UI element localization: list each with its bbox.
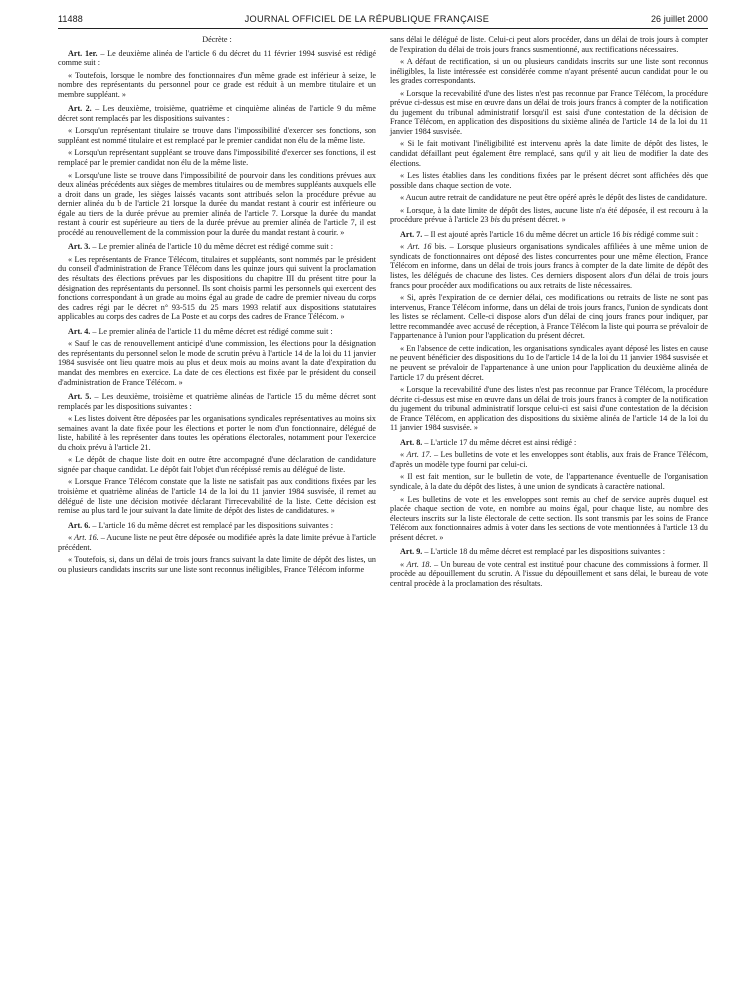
article-label: Art. 7.: [400, 229, 423, 239]
page-header: [58, 14, 708, 29]
article-label: Art. 3.: [68, 242, 91, 252]
paragraph: « Les représentants de France Télécom, titulaires et suppléants, sont nommés par le président du conseil d'administration de France Télécom dans les quinze jours qui suivent la proclamation des résultats des élections prévues par les dispositions du chapitre III du présent titre pour la désignation des représentants du personnel. Ils sont choisis parmi les personnels qui exercent des fonctions correspondant à un grade au moins égal au grade de cadre de premier niveau du corps des cadres régi par le décret n° 93-515 du 25 mars 1993 relatif aux dispositions statutaires applicables au corps des cadres de La Poste et au corps des cadres de France Télécom. »: [58, 254, 376, 322]
quote-text: du présent décret. »: [499, 215, 566, 225]
article-text: – Le premier alinéa de l'article 11 du même décret est rédigé comme suit :: [90, 326, 333, 336]
article-text: – L'article 18 du même décret est remplacé par les dispositions suivantes :: [422, 547, 666, 557]
article-label: Art. 9.: [400, 547, 423, 557]
quoted-article-label: Art. 17.: [406, 450, 432, 460]
paragraph: [390, 560, 708, 589]
quote-open: «: [400, 242, 408, 252]
article-8: [390, 438, 708, 448]
paragraph: « Aucun autre retrait de candidature ne peut être opéré après le dépôt des listes de candidature.: [400, 193, 708, 203]
paragraph: « Lorsque France Télécom constate que la liste ne satisfait pas aux conditions fixées par les troisième et quatrième alinéas de l'article 14 de la loi du 11 janvier 1984 susvisée, il remet au délégué de liste une décision motivée déclarant l'irrecevabilité de la liste. Cette décision est remise au plus tard le jour suivant la date limite de dépôt des listes de candidatures. »: [58, 477, 376, 516]
article-9: [390, 547, 708, 557]
paragraph: « Sauf le cas de renouvellement anticipé d'une commission, les élections pour la désignation des représentants du personnel selon le mode de scrutin prévu à l'article 14 de la loi du 11 janvier 1984 susvisée ont lieu quatre mois au plus et deux mois au moins avant la date d'expiration du mandat des membres en exercice. La date de ces élections est fixée par le président du conseil d'administration de France Télécom. »: [58, 339, 376, 387]
quote-text: « Lorsque, à la date limite de dépôt des listes, aucune liste n'a été déposée, il est recouru à la procédure prévue à l'article 23: [390, 205, 708, 225]
paragraph: « Les listes doivent être déposées par les organisations syndicales représentatives au moins six semaines avant la date fixée pour les élections et porter le nom d'un fonctionnaire, délégué de liste, habilité à les représenter dans toutes les opérations électorales, notamment pour l'exercice du choix prévu à l'article 21.: [58, 414, 376, 452]
quote-text: – Un bureau de vote central est institué pour chacune des commissions à former. Il procède au dépouillement du scrutin. A l'issue du dépouillement et sans délai, le bureau de vote central procède à la proclamation des résultats.: [390, 559, 708, 588]
paragraph: « Le dépôt de chaque liste doit en outre être accompagné d'une déclaration de candidature signée par chaque candidat. Le dépôt fait l'objet d'un récépissé remis au délégué de liste.: [58, 455, 376, 474]
article-text: – Le deuxième alinéa de l'article 6 du décret du 11 février 1994 susvisé est rédigé comme suit :: [58, 48, 376, 68]
paragraph: « Il est fait mention, sur le bulletin de vote, de l'appartenance éventuelle de l'organisation syndicale, à la date du dépôt des listes, à une union de syndicats à caractère national.: [390, 472, 708, 491]
article-text: – Les deuxième, troisième, quatrième et cinquième alinéas de l'article 9 du même décret sont remplacés par les dispositions suivantes :: [58, 104, 376, 123]
right-column: [390, 35, 708, 591]
quote-text: – Lorsque plusieurs organisations syndicales affiliées à une même union de syndicats de fonctionnaires ont déposé des listes concurrentes pour une même élection, France Télécom en informe, dans un délai de trois jours francs à compter de la date limite de dépôt des listes, les délégués de chacune des listes. Ces derniers disposent alors d'un délai de trois jours francs pour procéder aux modifications ou aux retraits de liste nécessaires.: [390, 242, 709, 290]
paragraph: [390, 450, 708, 469]
paragraph: « Toutefois, lorsque le nombre des fonctionnaires d'un même grade est inférieur à seize, le nombre des représentants du personnel pour ce grade est réduit à un membre titulaire et un membre suppléant. »: [58, 70, 376, 99]
article-1: [58, 49, 376, 68]
bis-suffix: bis: [622, 229, 632, 239]
article-label: Art. 5.: [68, 392, 92, 402]
paragraph: [58, 533, 376, 552]
bis-suffix: bis.: [431, 242, 447, 252]
decrete-heading: Décrète :: [202, 35, 232, 44]
quote-open: «: [68, 533, 75, 543]
article-text: – Le premier alinéa de l'article 10 du même décret est rédigé comme suit :: [90, 242, 333, 252]
paragraph: « Lorsque la recevabilité d'une des listes n'est pas reconnue par France Télécom, la procédure décrite ci-dessus est mise en œuvre dans un délai de trois jours francs à compter de la notification du jugement du tribunal administratif lorsque celui-ci est saisi d'une contestation de la décision de France Télécom, en application des dispositions du sixième alinéa de l'article 14 de la loi du 11 janvier 1984 susvisée. »: [390, 385, 708, 433]
article-4: [58, 327, 376, 337]
article-label: Art. 2.: [68, 104, 92, 114]
quote-open: «: [400, 559, 407, 569]
article-5: [58, 392, 376, 411]
issue-date: 26 juillet 2000: [650, 14, 708, 24]
article-label: Art. 4.: [68, 326, 91, 336]
article-text: – L'article 16 du même décret est remplacé par les dispositions suivantes :: [90, 520, 334, 530]
paragraph: « Toutefois, si, dans un délai de trois jours francs suivant la date limite de dépôt des listes, un ou plusieurs candidats inscrits sur une liste sont reconnus inéligibles, France Télécom informe: [58, 555, 376, 574]
paragraph: « Si, après l'expiration de ce dernier délai, ces modifications ou retraits de liste ne sont pas intervenus, France Télécom informe, dans un délai de trois jours francs, l'union de syndicats dont les listes se réclament. Celle-ci dispose alors d'un délai de cinq jours francs pour indiquer, par lettre recommandée avec accusé de réception, à France Télécom la liste qui pourra se prévaloir de l'appartenance à l'union pour l'application du présent décret.: [390, 293, 708, 341]
quoted-article-label: Art. 16.: [74, 533, 99, 543]
quote-text: – Aucune liste ne peut être déposée ou modifiée après la date limite prévue à l'article précédent.: [58, 533, 376, 552]
paragraph: « Lorsqu'un représentant suppléant se trouve dans l'impossibilité d'exercer ses fonctions, il est remplacé par le premier candidat non élu de la même liste.: [58, 148, 376, 168]
left-column: [58, 35, 376, 591]
paragraph: « Les bulletins de vote et les enveloppes sont remis au chef de service auprès duquel est placée chaque section de vote, en nombre au moins égal, pour chaque liste, au nombre des électeurs inscrits sur la liste électorale de cette section. Ils sont transmis par les soins de France Télécom aux fonctionnaires admis à voter dans les sections de vote mentionnées à l'article 13 du présent décret. »: [390, 494, 708, 542]
article-text: rédigé comme suit :: [631, 229, 699, 239]
quote-text: – Les bulletins de vote et les enveloppes sont établis, aux frais de France Télécom, d'après un modèle type fourni par celui-ci.: [390, 450, 708, 469]
paragraph: « En l'absence de cette indication, les organisations syndicales ayant déposé les listes en cause ne peuvent bénéficier des dispositions du 1o de l'article 14 de la loi du 11 janvier 1984 susvisée et ne peuvent se prévaloir de l'appartenance à une union pour l'application du deuxième alinéa de l'article 17 du présent décret.: [390, 343, 708, 382]
article-label: Art. 1er.: [68, 48, 98, 58]
article-6: [58, 521, 376, 531]
paragraph: « A défaut de rectification, si un ou plusieurs candidats inscrits sur une liste sont reconnus inéligibles, la liste intéressée est considérée comme n'ayant présenté aucun candidat pour le ou les grades correspondants.: [390, 57, 708, 86]
paragraph: « Lorsqu'une liste se trouve dans l'impossibilité de pourvoir dans les conditions prévues aux deux alinéas précédents aux sièges de membres titulaires ou de membres suppléants auxquels elle a droit dans un grade, les sièges laissés vacants sont attribués selon la procédure prévue au dernier alinéa du b de l'article 21 lorsque la durée du mandat restant à courir est inférieure ou égale au tiers de la durée prévue au premier alinéa de l'article 7. Lorsque la durée du mandat restant à courir est supérieure au tiers de la durée prévue au premier alinéa de l'article 7, il est procédé au renouvellement de la commission pour la durée du mandat restant à courir. »: [58, 170, 376, 237]
bis-suffix: bis: [490, 215, 500, 225]
quote-open: «: [400, 450, 407, 460]
paragraph: « Les listes établies dans les conditions fixées par le présent décret sont affichées dès que possible dans chaque section de vote.: [390, 171, 708, 190]
article-text: – L'article 17 du même décret est ainsi rédigé :: [422, 437, 577, 447]
article-text: – Les deuxième, troisième et quatrième alinéas de l'article 15 du même décret sont remplacés par les dispositions suivantes :: [58, 392, 376, 411]
article-label: Art. 8.: [400, 437, 423, 447]
paragraph: « Lorsque la recevabilité d'une des listes n'est pas reconnue par France Télécom, la procédure prévue ci-dessus est mise en œuvre dans un délai de trois jours francs à compter de la notification du jugement du tribunal administratif lorsqu'il est saisi d'une contestation de la décision de France Télécom, en application des dispositions du sixième alinéa de l'article 14 de la loi du 11 janvier 1984 susvisée.: [390, 88, 708, 136]
quoted-article-label: Art. 16: [407, 242, 432, 252]
article-label: Art. 6.: [68, 520, 91, 530]
journal-title: JOURNAL OFFICIEL DE LA RÉPUBLIQUE FRANÇAISE: [244, 14, 490, 24]
text-columns: [58, 35, 708, 591]
quoted-article-label: Art. 18.: [406, 559, 432, 569]
paragraph: [390, 242, 708, 290]
article-3: [58, 242, 376, 252]
paragraph: « Si le fait motivant l'inéligibilité est intervenu après la date limite de dépôt des listes, le candidat défaillant peut également être remplacé, sans qu'il y ait lieu de modifier la date des élections.: [390, 139, 708, 168]
paragraph: [390, 206, 708, 225]
page-number: 11488: [58, 14, 83, 24]
article-text: – Il est ajouté après l'article 16 du même décret un article 16: [422, 229, 623, 239]
paragraph: sans délai le délégué de liste. Celui-ci peut alors procéder, dans un délai de trois jours à compter de l'expiration du délai de trois jours francs susmentionné, aux rectifications nécessaires.: [390, 35, 708, 54]
article-7: [390, 230, 708, 240]
article-2: [58, 104, 376, 123]
paragraph: « Lorsqu'un représentant titulaire se trouve dans l'impossibilité d'exercer ses fonctions, son suppléant est nommé titulaire et est remplacé par le premier candidat non élu de la même liste.: [58, 126, 376, 145]
